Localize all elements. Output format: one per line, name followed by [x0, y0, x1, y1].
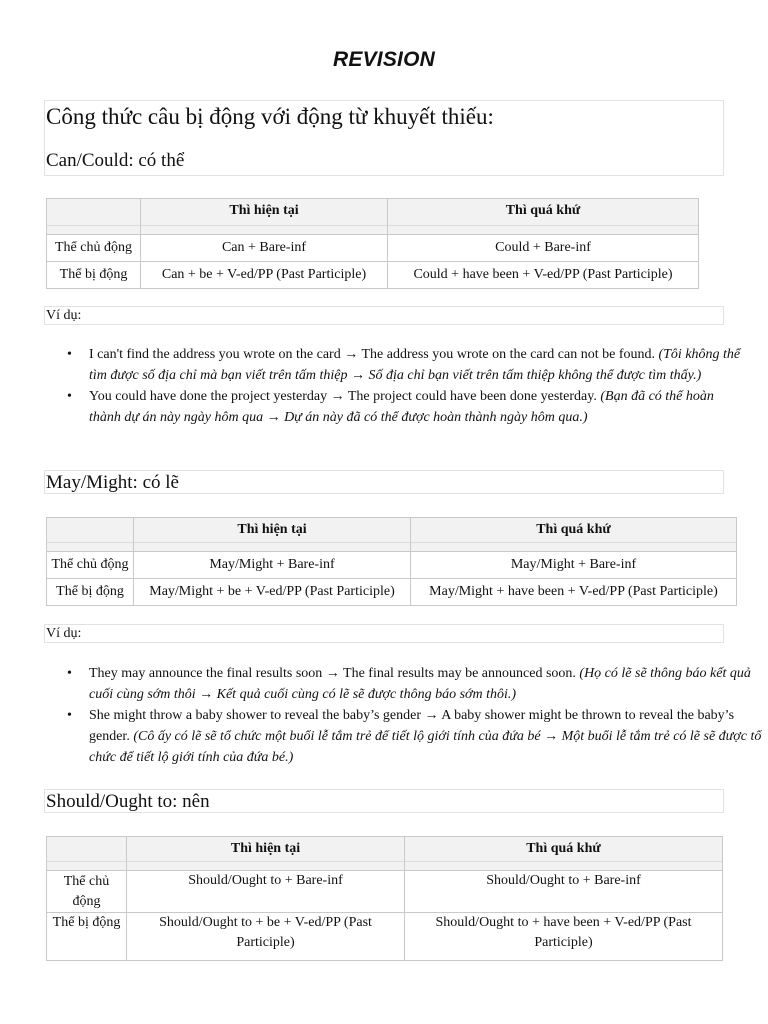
section-heading-may-might: May/Might: có lẽ: [44, 470, 724, 494]
col-header-present: Thì hiện tại: [141, 199, 388, 235]
list-item: • They may announce the final results soon → The final results may be announced soon. (Họ có lẽ sẽ thông báo kết quả cuối cùng sớm thôi → Kết quả cuối cùng có lẽ sẽ được thông báo sớm thôi.): [89, 663, 765, 705]
table-may-might: [46, 517, 737, 606]
cell-passive-past: Should/Ought to + have been + V-ed/PP (Past Participle): [405, 913, 723, 961]
col-header-past: Thì quá khứ: [388, 199, 699, 235]
row-label-passive: Thể bị động: [47, 913, 127, 961]
list-item: • She might throw a baby shower to reveal the baby’s gender → A baby shower might be thrown to reveal the baby’s gender. (Cô ấy có lẽ sẽ tổ chức một buổi lễ tắm trẻ để tiết lộ giới tính của đứa bé → Một buổi lễ tắm trẻ có lẽ sẽ được tổ chức để tiết lộ giới tính của đứa bé.): [89, 705, 765, 768]
cell-active-past: Should/Ought to + Bare-inf: [405, 871, 723, 913]
row-label-passive: Thể bị động: [47, 262, 141, 289]
section-heading-can-could: Can/Could: có thể: [46, 150, 185, 171]
cell-passive-present: Can + be + V-ed/PP (Past Participle): [141, 262, 388, 289]
example-label: Ví dụ:: [44, 306, 724, 325]
main-heading: Công thức câu bị động với động từ khuyết thiếu:: [46, 104, 494, 129]
cell-passive-present: Should/Ought to + be + V-ed/PP (Past Participle): [127, 913, 405, 961]
row-label-active: Thể chủ động: [47, 871, 127, 913]
example-list-can-could: [44, 344, 741, 428]
cell-passive-past: Could + have been + V-ed/PP (Past Participle): [388, 262, 699, 289]
row-label-active: Thể chủ động: [47, 552, 134, 579]
col-header-past: Thì quá khứ: [405, 837, 723, 871]
table-corner: [47, 199, 141, 235]
row-label-active: Thể chủ động: [47, 235, 141, 262]
example-list-may-might: [44, 663, 765, 768]
cell-active-present: May/Might + Bare-inf: [134, 552, 411, 579]
example-label: Ví dụ:: [44, 624, 724, 643]
cell-active-present: Can + Bare-inf: [141, 235, 388, 262]
section-heading-should: Should/Ought to: nên: [44, 789, 724, 813]
table-should: [46, 836, 723, 961]
intro-box: [44, 100, 724, 176]
col-header-past: Thì quá khứ: [411, 518, 737, 552]
cell-active-present: Should/Ought to + Bare-inf: [127, 871, 405, 913]
col-header-present: Thì hiện tại: [127, 837, 405, 871]
row-label-passive: Thể bị động: [47, 579, 134, 606]
table-corner: [47, 837, 127, 871]
cell-active-past: Could + Bare-inf: [388, 235, 699, 262]
list-item: • I can't find the address you wrote on the card → The address you wrote on the card can not be found. (Tôi không thể tìm được số địa chỉ mà bạn viết trên tấm thiệp → Số địa chỉ bạn viết trên tấm thiệp không thể được tìm thấy.): [89, 344, 741, 386]
col-header-present: Thì hiện tại: [134, 518, 411, 552]
page-title: REVISION: [333, 48, 435, 71]
cell-active-past: May/Might + Bare-inf: [411, 552, 737, 579]
cell-passive-present: May/Might + be + V-ed/PP (Past Participle): [134, 579, 411, 606]
cell-passive-past: May/Might + have been + V-ed/PP (Past Participle): [411, 579, 737, 606]
table-can-could: [46, 198, 699, 289]
list-item: • You could have done the project yesterday → The project could have been done yesterday. (Bạn đã có thể hoàn thành dự án này ngày hôm qua → Dự án này đã có thể được hoàn thành ngày hôm qua.): [89, 386, 741, 428]
table-corner: [47, 518, 134, 552]
